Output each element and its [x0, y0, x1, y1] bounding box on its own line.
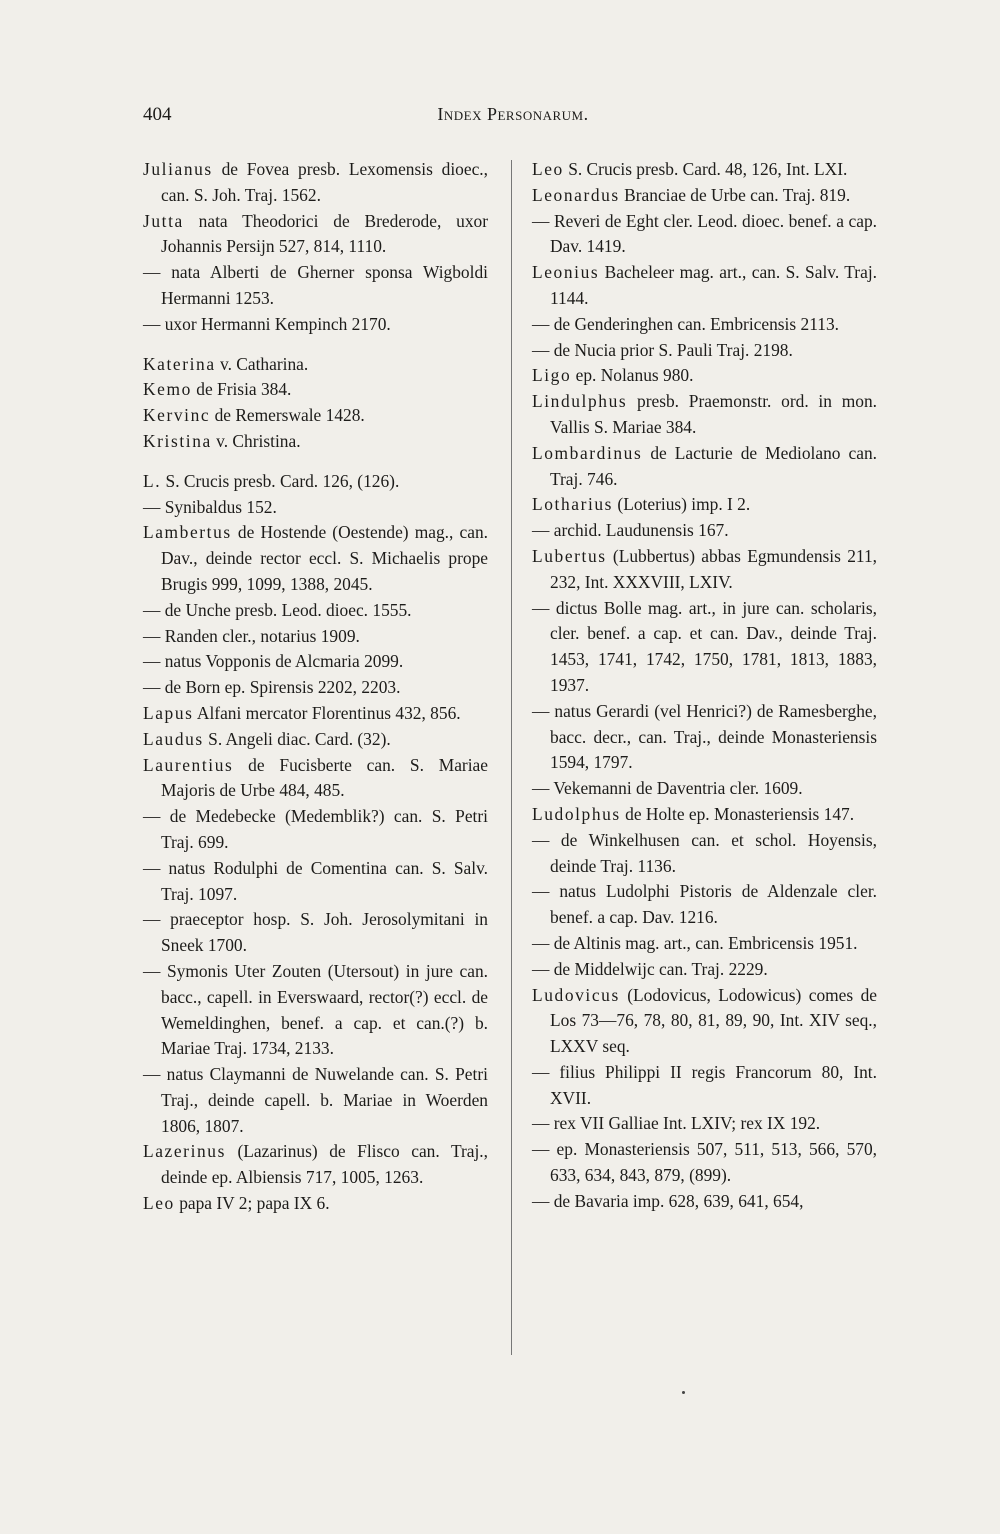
right-column: [532, 157, 877, 1215]
entry-text: — Reveri de Eght cler. Leod. dioec. benef. a cap. Dav. 1419.: [532, 210, 877, 257]
entry-headword: L.: [143, 470, 162, 491]
index-entry: [143, 429, 488, 455]
entry-text: — natus Vopponis de Alcmaria 2099.: [143, 651, 404, 672]
index-entry: [532, 183, 877, 209]
index-entry: [143, 377, 488, 403]
running-title: Index Personarum.: [437, 104, 589, 124]
entry-text: — de Middelwijc can. Traj. 2229.: [532, 958, 768, 979]
entry-headword: Lazerinus: [143, 1141, 226, 1162]
entry-text: — de Genderinghen can. Embricensis 2113.: [532, 313, 839, 334]
index-entry: [143, 352, 488, 378]
entry-text: (Lazarinus) de Flisco can. Traj., deinde ep. Albiensis 717, 1005, 1263.: [161, 1141, 488, 1188]
entry-text: — de Winkelhusen can. et schol. Hoyensis, deinde Traj. 1136.: [532, 829, 877, 876]
entry-text: — natus Claymanni de Nuwelande can. S. Petri Traj., deinde capell. b. Mariae in Woerden 1806, 1807.: [143, 1064, 488, 1136]
left-column: [143, 157, 488, 1217]
index-entry: [143, 753, 488, 805]
entry-text: — archid. Laudunensis 167.: [532, 520, 729, 541]
index-entry: [532, 363, 877, 389]
index-entry: [143, 520, 488, 597]
entry-text: — Synibaldus 152.: [143, 496, 277, 517]
index-entry: [143, 1062, 488, 1139]
index-entry: [143, 209, 488, 261]
index-entry: [532, 312, 877, 338]
index-entry: [143, 157, 488, 209]
entry-headword: Ligo: [532, 365, 572, 386]
entry-text: de Remerswale 1428.: [210, 405, 365, 426]
entry-headword: Ludolphus: [532, 803, 621, 824]
entry-text: ep. Nolanus 980.: [571, 365, 694, 386]
entry-text: — dictus Bolle mag. art., in jure can. scholaris, cler. benef. a cap. et can. Dav., deinde Traj. 1453, 1741, 1742, 1750, 1781, 1813, 1883, 1937.: [532, 597, 877, 695]
entry-headword: Leonius: [532, 262, 600, 283]
index-entry: [532, 931, 877, 957]
entry-headword: Leo: [143, 1193, 175, 1214]
entry-text: de Hostende (Oestende) mag., can. Dav., deinde rector eccl. S. Michaelis prope Brugis 999, 1099, 1388, 2045.: [161, 522, 488, 594]
column-divider: [511, 160, 512, 1355]
index-entry: [532, 699, 877, 776]
entry-text: Branciae de Urbe can. Traj. 819.: [619, 184, 851, 205]
index-entry: [143, 624, 488, 650]
index-entry: [532, 518, 877, 544]
ink-speck: [682, 1391, 685, 1394]
index-entry: [532, 776, 877, 802]
entry-text: — filius Philippi II regis Francorum 80, Int. XVII.: [532, 1061, 877, 1108]
index-entry: [532, 596, 877, 699]
entry-text: — de Altinis mag. art., can. Embricensis 1951.: [532, 932, 858, 953]
index-entry: [143, 403, 488, 429]
entry-text: de Fucisberte can. S. Mariae Majoris de Urbe 484, 485.: [161, 754, 488, 801]
entry-headword: Lindulphus: [532, 391, 628, 412]
entry-headword: Julianus: [143, 159, 213, 179]
entry-text: — Randen cler., notarius 1909.: [143, 625, 360, 646]
page-number: 404: [143, 104, 172, 125]
entry-text: — de Unche presb. Leod. dioec. 1555.: [143, 599, 412, 620]
index-entry: [143, 701, 488, 727]
entry-headword: Lotharius: [532, 494, 614, 515]
index-entry: [143, 260, 488, 312]
index-entry: [532, 879, 877, 931]
index-entry: [143, 804, 488, 856]
entry-text: — rex VII Galliae Int. LXIV; rex IX 192.: [532, 1113, 821, 1134]
entry-text: — Symonis Uter Zouten (Utersout) in jure can. bacc., capell. in Everswaard, rector(?) eccl. de Wemeldinghen, benef. a cap. et can.(?) b. Mariae Traj. 1734, 2133.: [143, 960, 488, 1059]
index-entry: [143, 649, 488, 675]
index-entry: [143, 469, 488, 495]
entry-text: de Lacturie de Mediolano can. Traj. 746.: [550, 442, 877, 489]
entry-headword: Lambertus: [143, 522, 232, 543]
entry-headword: Jutta: [143, 210, 184, 231]
entry-headword: Laudus: [143, 728, 204, 749]
entry-text: Alfani mercator Florentinus 432, 856.: [193, 702, 461, 723]
index-entry: [532, 802, 877, 828]
entry-text: v. Catharina.: [215, 353, 309, 374]
entry-headword: Ludovicus: [532, 984, 620, 1005]
entry-text: de Fovea presb. Lexomensis dioec., can. S. Joh. Traj. 1562.: [161, 159, 488, 205]
index-entry: [532, 1189, 877, 1215]
entry-headword: Leo: [532, 159, 564, 179]
index-entry: [532, 1111, 877, 1137]
index-entry: [143, 856, 488, 908]
index-entry: [532, 1137, 877, 1189]
index-entry: [143, 727, 488, 753]
entry-text: — de Nucia prior S. Pauli Traj. 2198.: [532, 339, 793, 360]
index-entry: [143, 312, 488, 338]
index-entry: [532, 544, 877, 596]
entry-headword: Katerina: [143, 353, 216, 374]
entry-text: v. Christina.: [211, 430, 301, 451]
index-entry: [532, 209, 877, 261]
entry-text: — de Bavaria imp. 628, 639, 641, 654,: [532, 1190, 804, 1211]
entry-text: S. Angeli diac. Card. (32).: [203, 728, 391, 749]
entry-headword: Lubertus: [532, 545, 607, 566]
page-header: [143, 104, 883, 128]
index-entry: [143, 675, 488, 701]
index-entry: [532, 338, 877, 364]
index-entry: [532, 157, 877, 183]
entry-headword: Laurentius: [143, 754, 234, 775]
entry-headword: Kemo: [143, 379, 192, 400]
index-entry: [532, 441, 877, 493]
index-entry: [532, 389, 877, 441]
entry-text: — uxor Hermanni Kempinch 2170.: [143, 313, 391, 334]
entry-text: — de Medebecke (Medemblik?) can. S. Petri Traj. 699.: [143, 806, 488, 852]
entry-headword: Kervinc: [143, 405, 211, 426]
entry-text: nata Theodorici de Brederode, uxor Johannis Persijn 527, 814, 1110.: [161, 210, 488, 257]
entry-text: — natus Gerardi (vel Henrici?) de Ramesberghe, bacc. decr., can. Traj., deinde Monasteriensis 1594, 1797.: [532, 700, 877, 773]
entry-headword: Lapus: [143, 702, 194, 723]
index-entry: [532, 828, 877, 880]
entry-headword: Leonardus: [532, 184, 620, 205]
entry-text: — nata Alberti de Gherner sponsa Wigboldi Hermanni 1253.: [143, 262, 488, 308]
index-entry: [143, 598, 488, 624]
entry-text: papa IV 2; papa IX 6.: [174, 1193, 330, 1214]
index-entry: [143, 959, 488, 1062]
entry-text: de Holte ep. Monasteriensis 147.: [620, 803, 855, 824]
entry-text: — Vekemanni de Daventria cler. 1609.: [532, 778, 803, 799]
entry-text: S. Crucis presb. Card. 48, 126, Int. LXI.: [563, 159, 848, 179]
index-entry: [143, 907, 488, 959]
entry-text: presb. Praemonstr. ord. in mon. Vallis S. Mariae 384.: [550, 391, 877, 437]
index-entry: [143, 495, 488, 521]
entry-text: — praeceptor hosp. S. Joh. Jerosolymitani in Sneek 1700.: [143, 909, 488, 956]
index-entry: [532, 260, 877, 312]
index-entry: [532, 957, 877, 983]
index-entry: [143, 1191, 488, 1217]
entry-text: (Lodovicus, Lodowicus) comes de Los 73—76, 78, 80, 81, 89, 90, Int. XIV seq., LXXV seq.: [550, 984, 877, 1057]
entry-text: S. Crucis presb. Card. 126, (126).: [161, 470, 400, 491]
entry-text: — ep. Monasteriensis 507, 511, 513, 566, 570, 633, 634, 843, 879, (899).: [532, 1139, 877, 1186]
entry-text: — de Born ep. Spirensis 2202, 2203.: [143, 677, 401, 698]
entry-text: Bacheleer mag. art., can. S. Salv. Traj. 1144.: [550, 262, 877, 308]
index-entry: [143, 1139, 488, 1191]
entry-text: de Frisia 384.: [191, 379, 292, 400]
index-entry: [532, 983, 877, 1060]
entry-text: — natus Rodulphi de Comentina can. S. Salv. Traj. 1097.: [143, 857, 488, 904]
entry-text: (Loterius) imp. I 2.: [613, 494, 751, 515]
entry-headword: Kristina: [143, 430, 212, 451]
entry-text: (Lubbertus) abbas Egmundensis 211, 232, Int. XXXVIII, LXIV.: [550, 545, 877, 592]
entry-headword: Lombardinus: [532, 442, 643, 463]
index-entry: [532, 492, 877, 518]
entry-text: — natus Ludolphi Pistoris de Aldenzale cler. benef. a cap. Dav. 1216.: [532, 881, 877, 928]
index-entry: [532, 1060, 877, 1112]
